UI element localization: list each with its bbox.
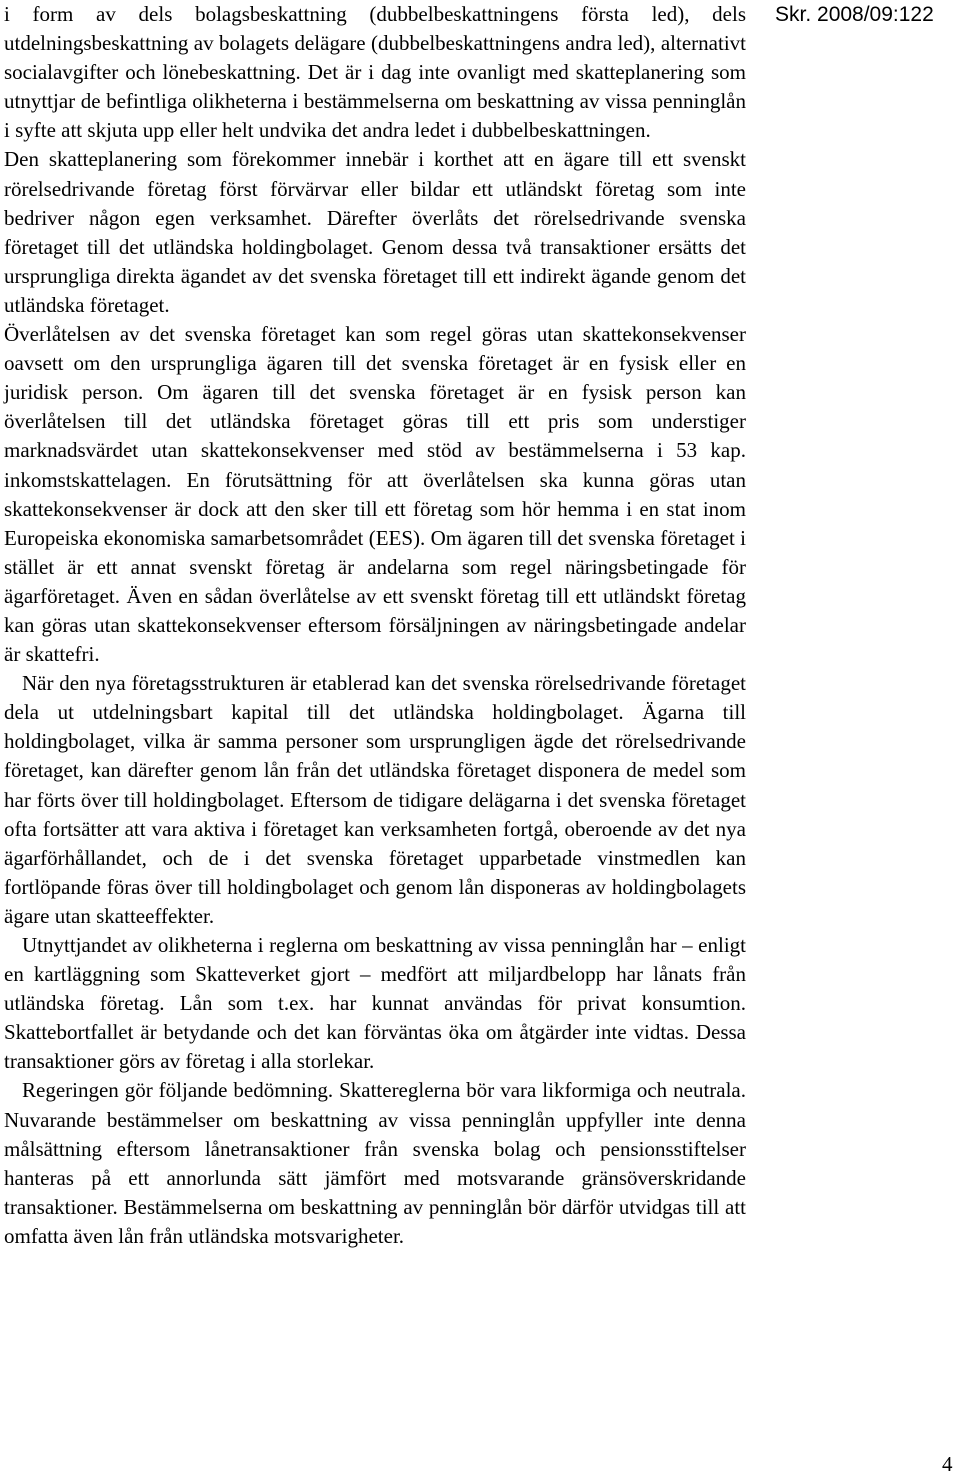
paragraph-tax-planning: Den skatteplanering som förekommer innebär i korthet att en ägare till ett svenskt rörelsedrivande företag först förvärvar eller bildar ett utländskt företag som inte bedriver någon egen verksamhet. Därefter överlåts det rörelsedrivande svenska företaget till det utländska holdingbolaget. Genom dessa två transaktioner ersätts det ursprungliga direkta ägandet av det svenska företaget till ett indirekt ägande genom det utländska företaget. [4, 147, 746, 317]
paragraph-new-structure: När den nya företagsstrukturen är etablerad kan det svenska rörelsedrivande företaget dela ut utdelningsbart kapital till det utländska holdingbolaget. Ägarna till holdingbolaget, vilka är samma personer som ursprungligen ägde det rörelsedrivande företaget, kan därefter genom lån från det utländska företaget disponera de medel som har förts över till holdingbolaget. Eftersom de tidigare delägarna i det svenska företaget ofta fortsätter att vara aktiva i företaget kan verksamheten fortgå, oberoende av det nya ägarförhållandet, och de i det svenska företaget upparbetade vinstmedlen kan fortlöpande föras över till holdingbolaget och genom lån disponeras av holdingbolagets ägare utan skatteeffekter. [4, 671, 746, 928]
paragraph-government-assessment: Regeringen gör följande bedömning. Skattereglerna bör vara likformiga och neutrala. Nuvarande bestämmelser om beskattning av vissa penninglån uppfyller inte denna målsättning eftersom lånetransaktioner från svenska bolag och pensionsstiftelser hanteras på ett annorlunda sätt jämfört med motsvarande gränsöverskridande transaktioner. Bestämmelserna om beskattning av penninglån bör därför utvidgas till att omfatta även lån från utländska motsvarigheter. [4, 1078, 746, 1248]
document-reference: Skr. 2008/09:122 [775, 3, 934, 26]
page-number: 4 [942, 1452, 953, 1476]
paragraph-transfer: Överlåtelsen av det svenska företaget kan som regel göras utan skattekonsekvenser oavsett om den ursprungliga ägaren till det svenska företaget är en fysisk eller en juridisk person. Om ägaren till det svenska företaget är en fysisk person kan överlåtelsen till det utländska företaget göras till ett pris som understiger marknadsvärdet utan skattekonsekvenser med stöd av bestämmelserna i 53 kap. inkomstskattelagen. En förutsättning för att överlåtelsen ska kunna göras utan skattekonsekvenser är dock att den sker till ett företag som hör hemma i en stat inom Europeiska ekonomiska samarbetsområdet (EES). Om ägaren till det svenska företaget i stället är ett annat svenskt företag är andelarna som regel näringsbetingade för ägarföretaget. Även en sådan överlåtelse av ett svenskt företag till ett utländskt företag kan göras utan skattekonsekvenser eftersom försäljningen av näringsbetingade andelar är skattefri. [4, 322, 746, 667]
paragraph-utilization: Utnyttjandet av olikheterna i reglerna om beskattning av vissa penninglån har – enligt en kartläggning som Skatteverket gjort – medfört att miljardbelopp har lånats från utländska företag. Lån som t.ex. har kunnat användas för privat konsumtion. Skattebortfallet är betydande och det kan förväntas öka om åtgärder inte vidtas. Dessa transaktioner görs av företag i alla storlekar. [4, 933, 746, 1074]
paragraph-continuation: i form av dels bolagsbeskattning (dubbelbeskattningens första led), dels utdelningsbeskattning av bolagets delägare (dubbelbeskattningens andra led), alternativt socialavgifter och lönebeskattning. Det är i dag inte ovanligt med skatteplanering som utnyttjar de befintliga olikheterna i bestämmelserna om beskattning av vissa penninglån i syfte att skjuta upp eller helt undvika det andra ledet i dubbelbeskattningen. [4, 2, 746, 143]
document-body [4, 0, 746, 1251]
